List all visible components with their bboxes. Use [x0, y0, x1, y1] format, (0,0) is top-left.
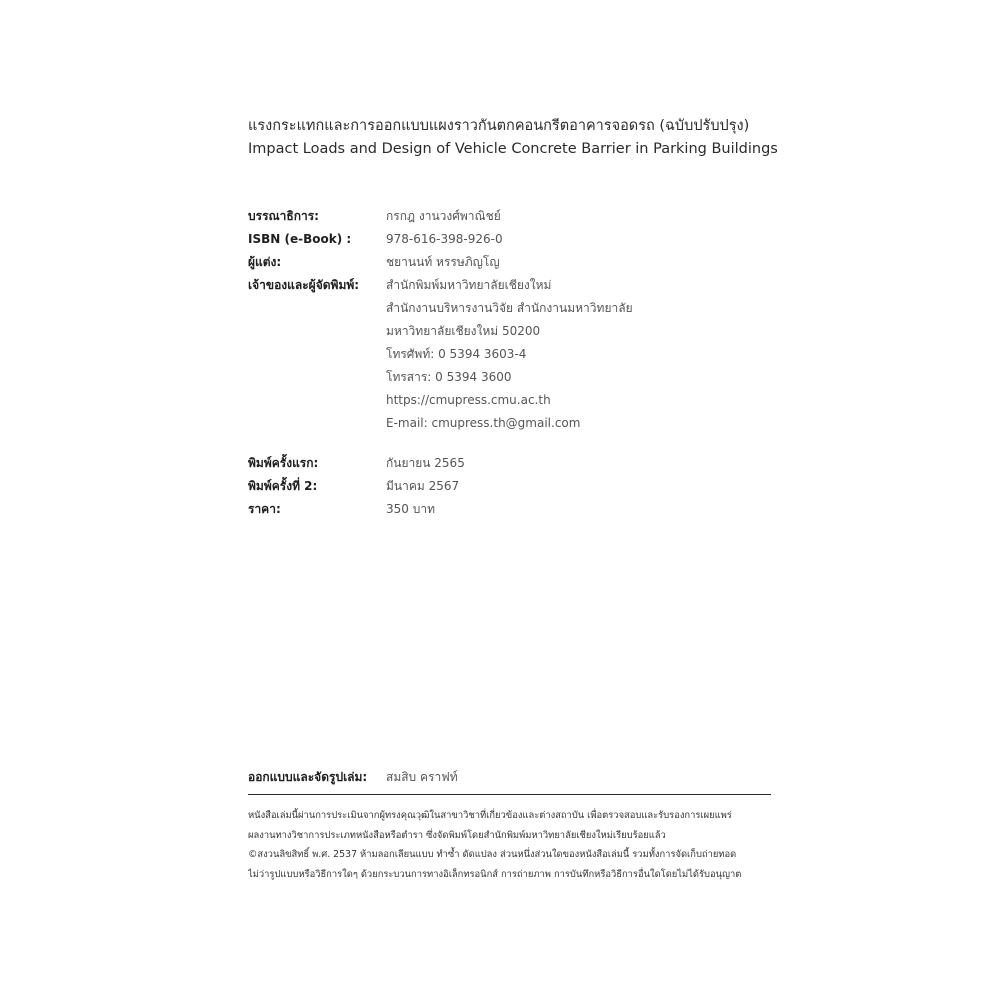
info-row-publisher-office [248, 297, 788, 320]
info-value: กรกฎ งานวงศ์พาณิชย์ [386, 209, 501, 223]
info-label: พิมพ์ครั้งที่ 2: [248, 479, 318, 493]
info-row-publisher-address [248, 320, 788, 343]
info-value: 350 บาท [386, 502, 435, 516]
designer-credit [248, 766, 788, 789]
notice-line: ไม่ว่ารูปแบบหรือวิธีการใดๆ ด้วยกระบวนการทางอิเล็กทรอนิกส์ การถ่ายภาพ การบันทึกหรือวิธีการอื่นใดโดยไม่ได้รับอนุญาต [248, 868, 742, 880]
info-value: โทรสาร: 0 5394 3600 [386, 370, 512, 384]
section-divider [248, 794, 771, 795]
notice-line: ©สงวนลิขสิทธิ์ พ.ศ. 2537 ห้ามลอกเลียนแบบ ทำซ้ำ ดัดแปลง ส่วนหนึ่งส่วนใดของหนังสือเล่มนี้ รวมทั้งการจัดเก็บถ่ายทอด [248, 849, 737, 860]
book-title-block [248, 115, 788, 161]
info-value: ชยานนท์ หรรษภิญโญ [386, 255, 500, 269]
info-row-editor [248, 205, 788, 228]
info-row-isbn [248, 228, 788, 251]
info-label: พิมพ์ครั้งแรก: [248, 456, 319, 470]
info-row-website [248, 389, 788, 412]
info-label: ผู้แต่ง: [248, 255, 282, 269]
info-value: สำนักงานบริหารงานวิจัย สำนักงานมหาวิทยาลัย [386, 301, 633, 315]
info-label: ISBN (e-Book) : [248, 232, 352, 246]
designer-label: ออกแบบและจัดรูปเล่ม: [248, 770, 368, 784]
info-value: 978-616-398-926-0 [386, 232, 503, 246]
info-row-author [248, 251, 788, 274]
print-info [248, 452, 788, 521]
copyright-notice [248, 806, 778, 884]
info-row-phone [248, 343, 788, 366]
info-row-publisher [248, 274, 788, 297]
info-label: ราคา: [248, 502, 281, 516]
notice-line: หนังสือเล่มนี้ผ่านการประเมินจากผู้ทรงคุณวุฒิในสาขาวิชาที่เกี่ยวข้องและต่างสถาบัน เพื่อตรวจสอบและรับรองการเผยแพร่ [248, 810, 732, 821]
info-value: สำนักพิมพ์มหาวิทยาลัยเชียงใหม่ [386, 278, 552, 292]
info-value: มีนาคม 2567 [386, 479, 460, 493]
book-title-english: Impact Loads and Design of Vehicle Concrete Barrier in Parking Buildings [248, 141, 778, 157]
print-row-second-edition [248, 475, 788, 498]
info-value: โทรศัพท์: 0 5394 3603-4 [386, 347, 527, 361]
notice-line: ผลงานทางวิชาการประเภทหนังสือหรือตำรา ซึ่งจัดพิมพ์โดยสำนักพิมพ์มหาวิทยาลัยเชียงใหม่เรียบร้อยแล้ว [248, 829, 666, 841]
info-label: เจ้าของและผู้จัดพิมพ์: [248, 278, 360, 292]
info-row-email [248, 412, 788, 435]
info-value: กันยายน 2565 [386, 456, 465, 470]
info-value: https://cmupress.cmu.ac.th [386, 393, 551, 407]
book-title-thai: แรงกระแทกและการออกแบบแผงราวกันตกคอนกรีตอาคารจอดรถ (ฉบับปรับปรุง) [248, 118, 750, 134]
info-label: บรรณาธิการ: [248, 209, 319, 223]
print-row-first-edition [248, 452, 788, 475]
designer-value: สมสิบ คราฟท์ [386, 770, 458, 784]
info-value: มหาวิทยาลัยเชียงใหม่ 50200 [386, 324, 541, 338]
info-value: E-mail: cmupress.th@gmail.com [386, 416, 581, 430]
publication-info [248, 205, 788, 435]
print-row-price [248, 498, 788, 521]
info-row-fax [248, 366, 788, 389]
